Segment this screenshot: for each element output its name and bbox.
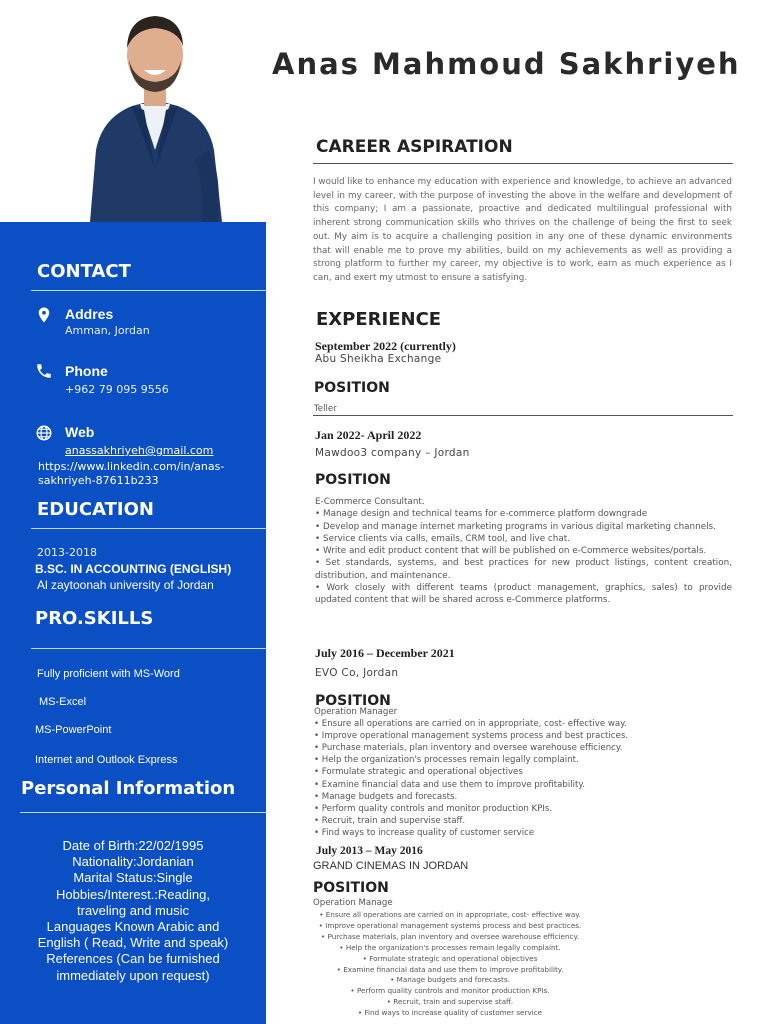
personal-divider	[20, 812, 266, 813]
personal-line: English ( Read, Write and speak)	[37, 935, 229, 951]
sidebar	[0, 222, 266, 1024]
web-label: Web	[65, 424, 95, 440]
address-value: Amman, Jordan	[65, 324, 150, 337]
position-label: POSITION	[315, 693, 391, 709]
job-bullet: • Write and edit product content that will be published on e-Commerce websites/portals.	[315, 546, 707, 557]
profile-photo	[82, 0, 228, 222]
job-title: E-Commerce Consultant.	[315, 497, 425, 507]
job-date: September 2022 (currently)	[315, 339, 456, 353]
job-details	[314, 706, 734, 839]
job-title: Teller	[314, 404, 337, 414]
email-link[interactable]: anassakhriyeh@gmail.com	[65, 444, 214, 457]
personal-heading: Personal Information	[21, 778, 236, 799]
job-bullet: • Work closely with different teams (product management, graphics, sales) to provide updated content that will be shared across e-Commerce platforms.	[315, 583, 732, 606]
education-degree: B.SC. IN ACCOUNTING (ENGLISH)	[35, 562, 232, 576]
job-bullet: • Ensure all operations are carried on in appropriate, cost- effective way.	[319, 910, 581, 919]
globe-icon	[35, 424, 53, 442]
skill-item: Internet and Outlook Express	[35, 754, 178, 766]
personal-line: Date of Birth:22/02/1995	[62, 838, 204, 853]
phone-label: Phone	[65, 363, 108, 379]
job-title: Operation Manage	[313, 898, 393, 908]
job-bullet: • Set standards, systems, and best practices for new product listings, content creation, distribution, and maintenance.	[315, 558, 732, 581]
job-date: July 2013 – May 2016	[316, 845, 423, 857]
candidate-name: Anas Mahmoud Sakhriyeh	[272, 47, 741, 81]
skill-item: MS-PowerPoint	[35, 724, 112, 736]
job-bullet: • Perform quality controls and monitor production KPIs.	[314, 803, 553, 814]
personal-line: Marital Status:Single	[73, 870, 193, 886]
job-bullet: • Help the organization's processes remain legally complaint.	[314, 755, 579, 766]
job-bullet: • Formulate strategic and operational objectives	[314, 767, 523, 778]
personal-line: Languages Known Arabic and	[46, 919, 220, 935]
job-bullet: • Develop and manage internet marketing programs in various digital marketing channels.	[315, 521, 716, 532]
person-photo-icon	[82, 0, 228, 222]
job-bullet: • Purchase materials, plan inventory and oversee warehouse efficiency.	[321, 931, 579, 941]
job-bullet: • Examine financial data and use them to improve profitability.	[314, 779, 585, 790]
address-label: Addres	[65, 306, 114, 322]
job-date: Jan 2022- April 2022	[315, 428, 422, 442]
personal-line: References (Can be furnished	[46, 951, 220, 967]
job-company: Abu Sheikha Exchange	[315, 353, 442, 365]
phone-icon	[35, 362, 53, 380]
job-bullet: • Formulate strategic and operational objectives	[362, 953, 538, 963]
education-heading: EDUCATION	[37, 499, 154, 520]
job-bullet: • Recruit, train and supervise staff.	[314, 815, 466, 826]
job-title: Operation Manager	[314, 707, 398, 717]
job-bullet: • Recruit, train and supervise staff.	[386, 997, 514, 1007]
job-bullet: • Perform quality controls and monitor production KPIs.	[350, 986, 550, 996]
personal-info	[0, 838, 266, 984]
position-label: POSITION	[314, 380, 390, 396]
contact-divider	[31, 290, 266, 291]
job-company: Mawdoo3 company – Jordan	[315, 447, 470, 459]
skills-divider	[31, 648, 266, 649]
linkedin-link-line1[interactable]: https://www.linkedin.com/in/anas-	[38, 460, 225, 473]
job-bullet: • Examine financial data and use them to improve profitability.	[336, 964, 564, 974]
personal-line: Hobbies/Interest.:Reading,	[56, 886, 210, 902]
job-date: July 2016 – December 2021	[315, 646, 455, 660]
personal-line: immediately upon request)	[56, 967, 210, 983]
career-text: I would like to enhance my education with experience and knowledge, to achieve an advanced level in my career, with the purpose of investing the above in the welfare and development of this company; I am a passionate, proactive and dedicated multilingual professional with inherent strong communication skills who thrives on the challenge of being the first to seek out. My aim is to acquire a challenging position in any one of these dynamic environments that will enable me to prove my abilities, build on my achievements as well as providing a strong platform to further my career, my objective is to work, earn as much experience as I can, and exert my utmost to ensure a satisfying.	[313, 177, 732, 283]
linkedin-link-line2[interactable]: sakhriyeh-87611b233	[38, 474, 159, 487]
personal-line: traveling and music	[77, 902, 189, 918]
skill-item: Fully proficient with MS-Word	[37, 668, 180, 680]
career-divider	[313, 163, 733, 164]
job-bullet: • Improve operational management systems process and best practices.	[314, 731, 629, 742]
job-company: GRAND CINEMAS IN JORDAN	[313, 860, 469, 872]
job-details	[315, 496, 732, 607]
education-years: 2013-2018	[37, 546, 97, 559]
job-company: EVO Co, Jordan	[315, 667, 399, 679]
job-bullets	[300, 910, 600, 1019]
position-label: POSITION	[313, 880, 389, 896]
location-pin-icon	[35, 306, 53, 324]
job-divider	[313, 415, 733, 416]
personal-line: Nationality:Jordanian	[72, 854, 194, 870]
experience-heading: EXPERIENCE	[316, 309, 442, 330]
education-school: Al zaytoonah university of Jordan	[37, 578, 214, 592]
job-bullet: • Find ways to increase quality of customer service	[314, 827, 535, 838]
skills-heading: PRO.SKILLS	[35, 608, 154, 629]
contact-heading: CONTACT	[37, 261, 131, 282]
job-bullet: • Improve operational management systems process and best practices.	[318, 920, 582, 930]
job-bullet: • Find ways to increase quality of customer service	[357, 1008, 543, 1018]
job-bullet: • Ensure all operations are carried on in appropriate, cost- effective way.	[314, 719, 627, 730]
job-bullet: • Manage budgets and forecasts.	[314, 791, 458, 802]
skill-item: MS-Excel	[39, 696, 87, 708]
position-label: POSITION	[315, 472, 391, 488]
phone-value: +962 79 095 9556	[65, 383, 169, 396]
education-divider	[31, 528, 266, 529]
job-bullet: • Service clients via calls, emails, CRM tool, and live chat.	[315, 533, 570, 544]
job-bullet: • Manage budgets and forecasts.	[390, 975, 510, 985]
career-heading: CAREER ASPIRATION	[316, 137, 513, 157]
job-bullet: • Manage design and technical teams for e-commerce platform downgrade	[315, 509, 648, 520]
job-bullet: • Help the organization's processes remain legally complaint.	[339, 942, 561, 952]
job-bullet: • Purchase materials, plan inventory and oversee warehouse efficiency.	[314, 743, 623, 754]
